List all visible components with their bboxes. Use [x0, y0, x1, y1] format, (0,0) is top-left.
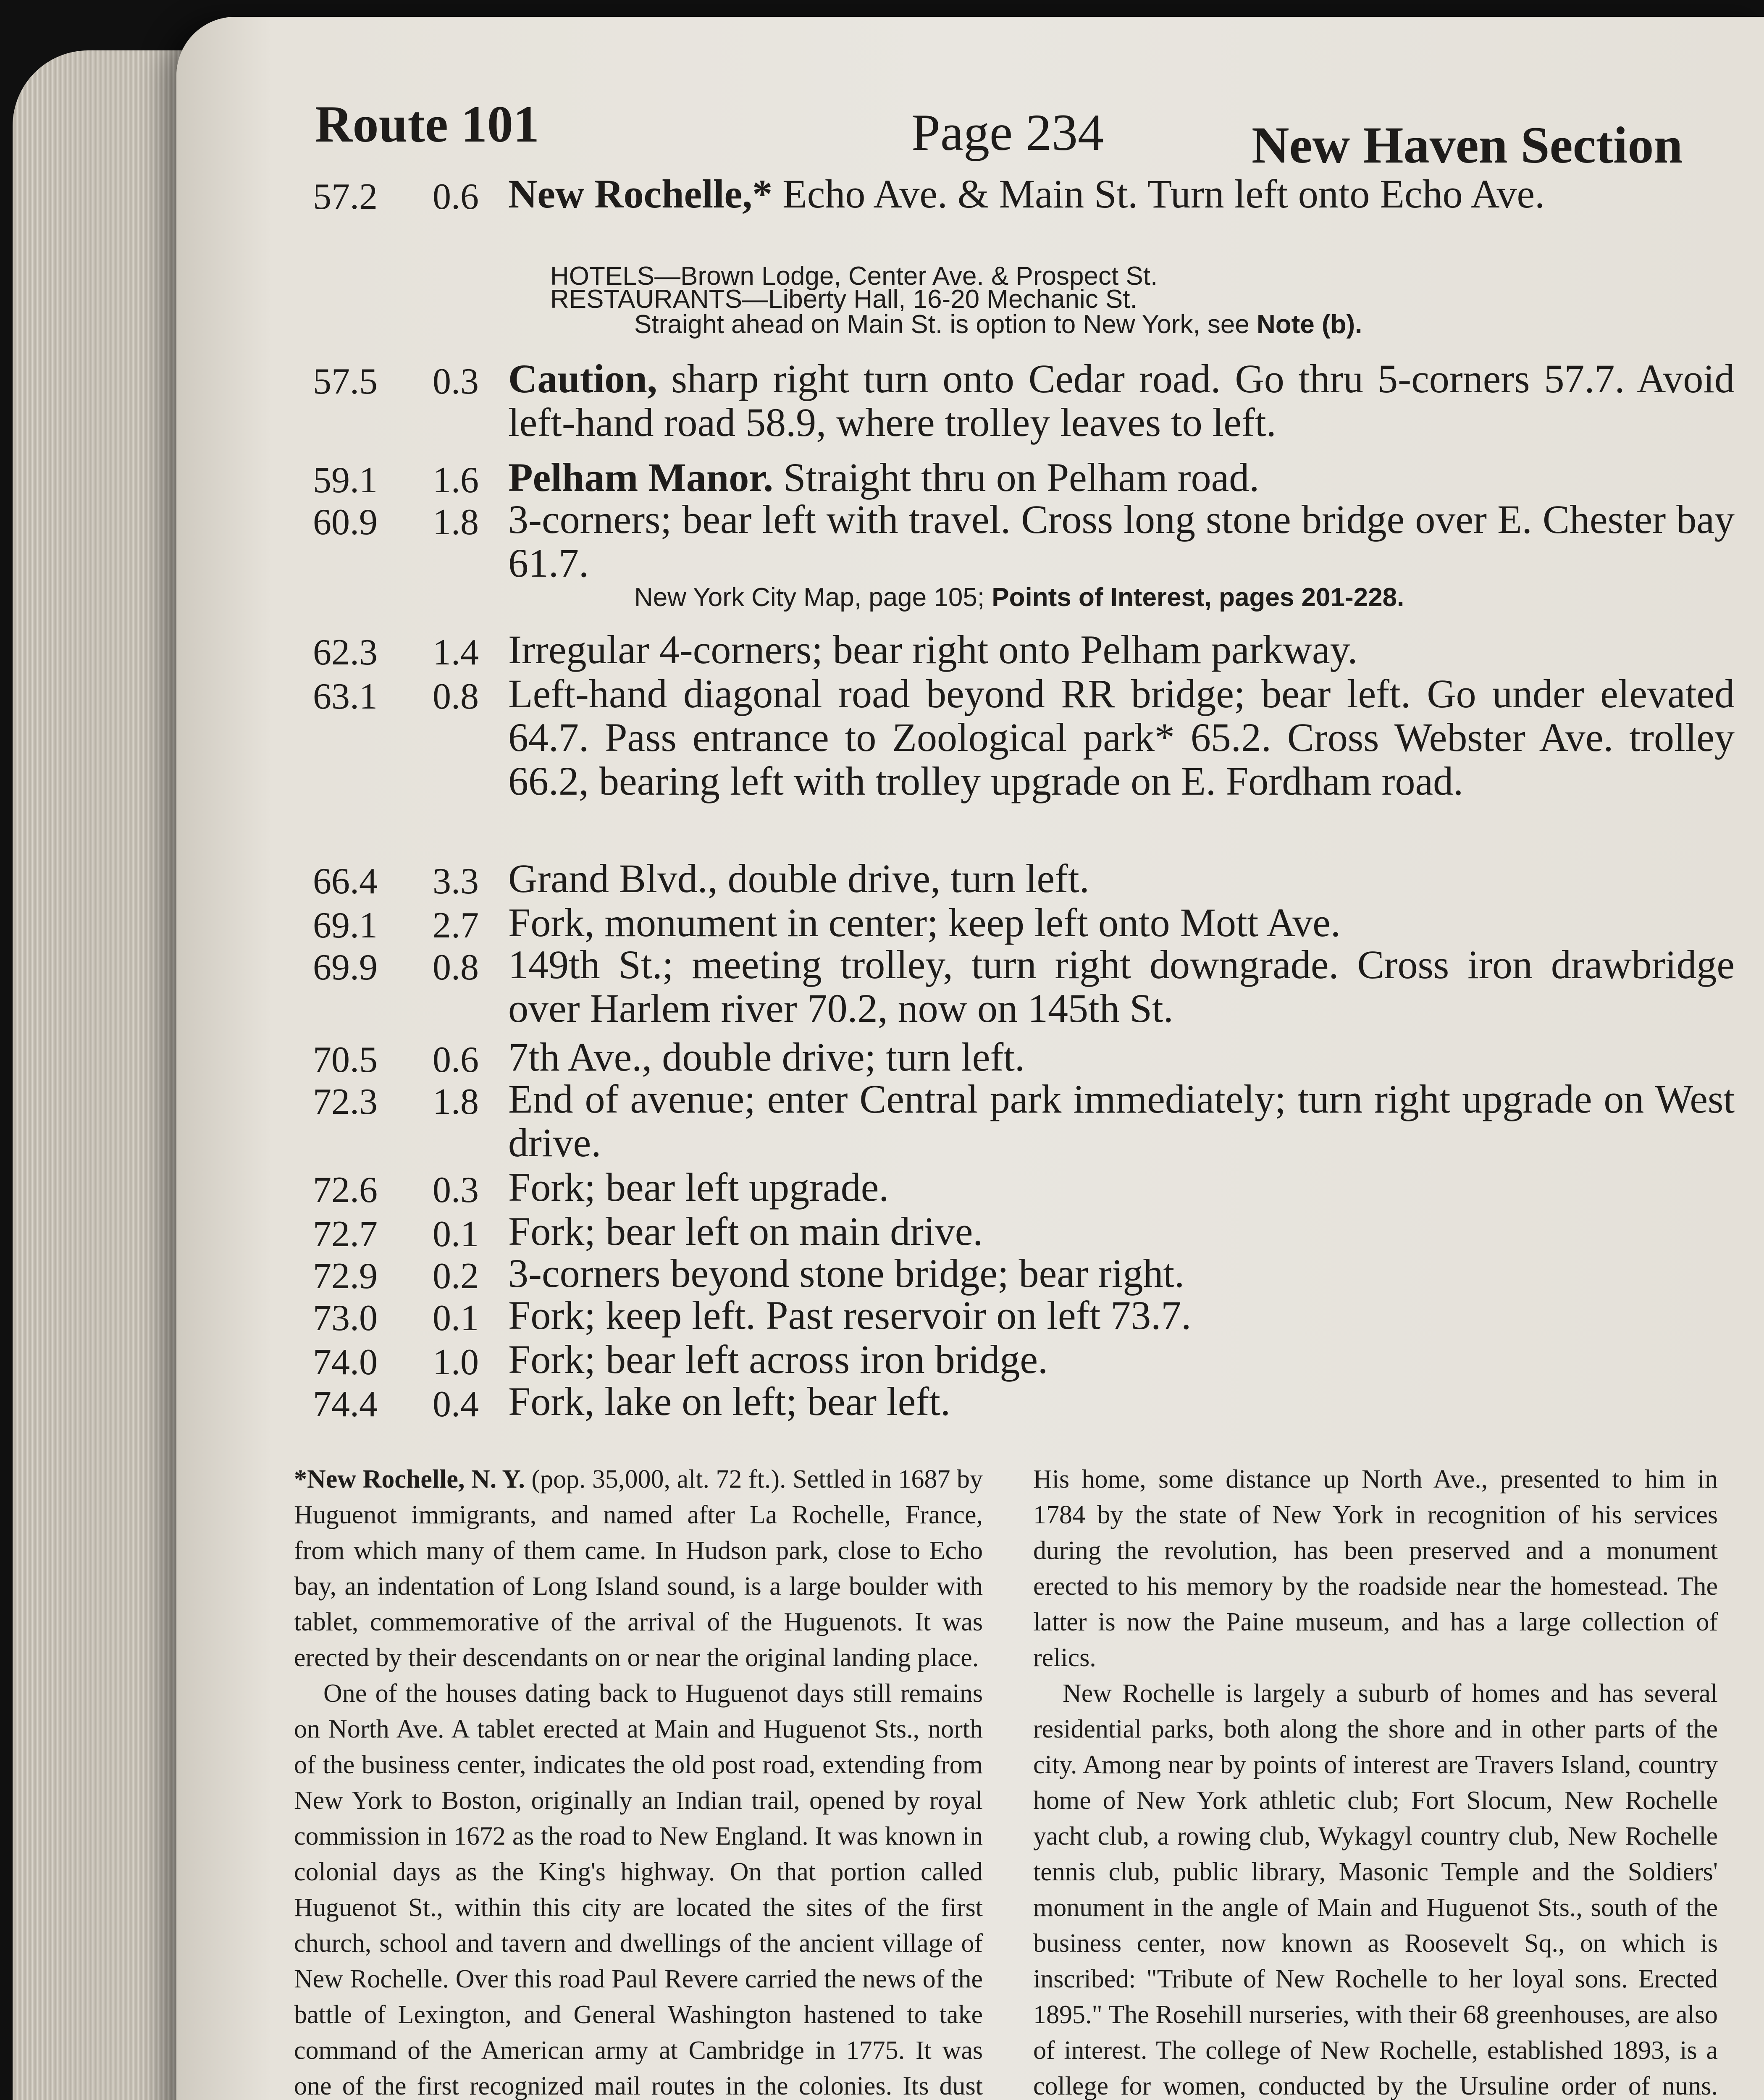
mileage-interval: 0.6 — [433, 176, 479, 217]
nyc-map-note: New York City Map, page 105; Points of Interest, pages 201-228. — [634, 583, 1404, 612]
route-entry: 3-corners beyond stone bridge; bear right. — [508, 1251, 1185, 1296]
route-entry: Caution, sharp right turn onto Cedar road. Go thru 5-corners 57.7. Avoid left-hand road 58.9, where trolley leaves to left. — [508, 356, 1735, 445]
mileage-total: 57.5 — [313, 361, 378, 402]
article-right-column — [1033, 1462, 1718, 2100]
article-paragraph: His home, some distance up North Ave., presented to him in 1784 by the state of New York in recognition of his services during the revolution, has been preserved and a monument erected to his memory by the roadside near the homestead. The latter is now the Paine museum, and has a large collection of relics. — [1033, 1465, 1718, 1672]
page-number: Page 234 — [911, 104, 1104, 161]
route-entry: 149th St.; meeting trolley, turn right downgrade. Cross iron drawbridge over Harlem river 70.2, now on 145th St. — [508, 942, 1735, 1031]
mileage-total: 74.4 — [313, 1384, 378, 1425]
route-entry: Grand Blvd., double drive, turn left. — [508, 856, 1089, 901]
route-entry: Fork, lake on left; bear left. — [508, 1379, 950, 1424]
mileage-total: 62.3 — [313, 632, 378, 673]
route-number: Route 101 — [315, 95, 539, 153]
mileage-interval: 0.3 — [433, 1170, 479, 1210]
hotels-note: HOTELS—Brown Lodge, Center Ave. & Prospect St. — [550, 262, 1158, 291]
mileage-interval: 0.2 — [433, 1256, 479, 1297]
mileage-interval: 0.3 — [433, 361, 479, 402]
mileage-interval: 0.8 — [433, 676, 479, 717]
mileage-total: 69.1 — [313, 905, 378, 946]
route-entry: Irregular 4-corners; bear right onto Pelham parkway. — [508, 627, 1358, 672]
route-entry: 7th Ave., double drive; turn left. — [508, 1034, 1025, 1079]
mileage-interval: 0.1 — [433, 1214, 479, 1255]
route-entry: Fork; bear left on main drive. — [508, 1209, 983, 1254]
mileage-interval: 2.7 — [433, 905, 479, 946]
route-entry: Left-hand diagonal road beyond RR bridge; bear left. Go under elevated 64.7. Pass entrance to Zoological park* 65.2. Cross Webster Ave. trolley 66.2, bearing left with trolley upgrade on E. Fordham road. — [508, 671, 1735, 803]
mileage-total: 72.6 — [313, 1170, 378, 1210]
mileage-interval: 1.8 — [433, 1082, 479, 1122]
mileage-total: 73.0 — [313, 1298, 378, 1339]
mileage-total: 69.9 — [313, 947, 378, 988]
mileage-total: 66.4 — [313, 861, 378, 902]
article-left-column — [294, 1462, 983, 2100]
mileage-total: 72.9 — [313, 1256, 378, 1297]
mileage-total: 57.2 — [313, 176, 378, 217]
mileage-interval: 0.6 — [433, 1040, 479, 1080]
mileage-interval: 1.8 — [433, 502, 479, 543]
mileage-interval: 3.3 — [433, 861, 479, 902]
mileage-interval: 1.4 — [433, 632, 479, 673]
mileage-interval: 1.6 — [433, 460, 479, 501]
article-paragraph: One of the houses dating back to Huguenot days still remains on North Ave. A tablet erected at Main and Huguenot Sts., north of the business center, indicates the old post road, extending from New York to Boston, originally an Indian trail, opened by royal commission in 1672 as the road to New England. It was known in colonial days as the King's highway. On that portion called Huguenot St., within this city are located the sites of the first church, school and tavern and dwellings of the ancient village of New Rochelle. Over this road Paul Revere carried the news of the battle of Lexington, and General Washington hastened to take command of the American army at Cambridge in 1775. It was one of the first recognized mail routes in the colonies. Its dust — [294, 1679, 983, 2100]
mileage-total: 59.1 — [313, 460, 378, 501]
route-entry: 3-corners; bear left with travel. Cross long stone bridge over E. Chester bay 61.7. — [508, 497, 1735, 585]
mileage-interval: 0.1 — [433, 1298, 479, 1339]
route-entry: New Rochelle,* Echo Ave. & Main St. Turn left onto Echo Ave. — [508, 171, 1545, 216]
restaurants-note: RESTAURANTS—Liberty Hall, 16-20 Mechanic St. — [550, 285, 1137, 314]
mileage-total: 74.0 — [313, 1342, 378, 1383]
section-title: New Haven Section — [1252, 116, 1683, 174]
route-entry: End of avenue; enter Central park immediately; turn right upgrade on West drive. — [508, 1076, 1735, 1165]
mileage-interval: 0.8 — [433, 947, 479, 988]
mileage-total: 60.9 — [313, 502, 378, 543]
route-entry: Fork; keep left. Past reservoir on left 73.7. — [508, 1293, 1192, 1338]
straight-ahead-note: Straight ahead on Main St. is option to New York, see Note (b). — [634, 310, 1362, 339]
mileage-total: 72.7 — [313, 1214, 378, 1255]
mileage-interval: 1.0 — [433, 1342, 479, 1383]
route-entry: Fork; bear left across iron bridge. — [508, 1337, 1048, 1382]
mileage-interval: 0.4 — [433, 1384, 479, 1425]
article-paragraph: New Rochelle is largely a suburb of homes and has several residential parks, both along the shore and in other parts of the city. Among near by points of interest are Travers Island, country home of New York athletic club; Fort Slocum, New Rochelle yacht club, a rowing club, Wykagyl country club, New Rochelle tennis club, public library, Masonic Temple and the Soldiers' monument in the angle of Main and Huguenot Sts., south of the business center, now known as Roosevelt Sq., on which is inscribed: "Tribute of New Rochelle to her loyal sons. Erected 1895." The Rosehill nurseries, with their 68 greenhouses, are also of interest. The college of New Rochelle, established 1893, is a college for women, conducted by the Ursuline order of nuns. — [1033, 1679, 1718, 2100]
route-entry: Fork; bear left upgrade. — [508, 1165, 889, 1210]
route-entry: Fork, monument in center; keep left onto Mott Ave. — [508, 900, 1341, 945]
mileage-total: 63.1 — [313, 676, 378, 717]
mileage-total: 70.5 — [313, 1040, 378, 1080]
route-entry: Pelham Manor. Straight thru on Pelham road. — [508, 455, 1260, 500]
mileage-total: 72.3 — [313, 1082, 378, 1122]
article-paragraph: *New Rochelle, N. Y. (pop. 35,000, alt. 72 ft.). Settled in 1687 by Huguenot immigrants, and named after La Rochelle, France, from which many of them came. In Hudson park, close to Echo bay, an indentation of Long Island sound, is a large boulder with tablet, commemorative of the arrival of the Huguenots. It was erected by their descendants on or near the original landing place. — [294, 1465, 983, 1672]
